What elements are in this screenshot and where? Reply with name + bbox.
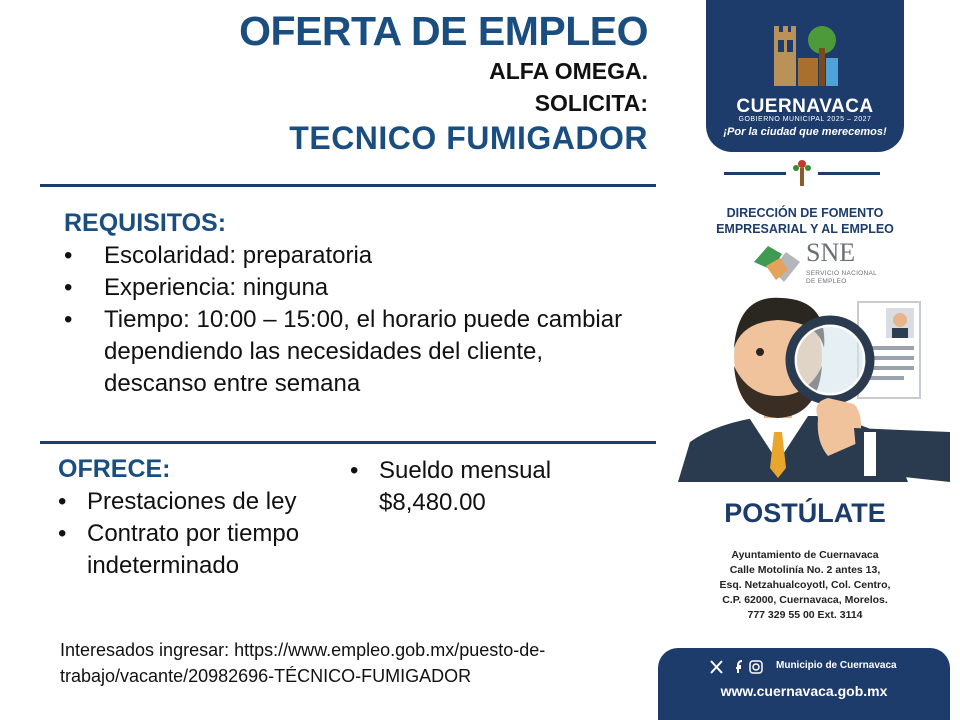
page-title: OFERTA DE EMPLEO — [239, 8, 648, 54]
x-icon[interactable] — [711, 661, 722, 673]
list-item: • Experiencia: ninguna — [64, 272, 624, 304]
list-item: • Prestaciones de ley — [58, 486, 338, 518]
list-item: • Contrato por tiempo indeterminado — [58, 518, 338, 582]
position-title: TECNICO FUMIGADOR — [289, 120, 648, 156]
address-line: C.P. 62000, Cuernavaca, Morelos. — [722, 594, 888, 606]
handshake-icon — [752, 240, 802, 286]
city-emblem-icon — [768, 18, 842, 92]
ornament-line-left — [724, 172, 786, 175]
ornament-line-right — [818, 172, 880, 175]
facebook-icon[interactable] — [736, 661, 742, 673]
website-link[interactable]: www.cuernavaca.gob.mx — [720, 683, 888, 699]
divider-top — [40, 184, 656, 187]
solicita-label: SOLICITA: — [534, 90, 648, 116]
sne-logo-text: SNE — [806, 238, 856, 267]
requirements-title: REQUISITOS: — [64, 209, 227, 237]
salary-section — [350, 455, 610, 519]
cuernavaca-logo-box — [706, 0, 904, 152]
direccion-line1: DIRECCIÓN DE FOMENTO — [726, 206, 884, 220]
requirements-list — [64, 240, 624, 400]
requirements-section — [64, 209, 624, 400]
salary-item: • Sueldo mensual $8,480.00 — [350, 455, 610, 519]
social-icons — [710, 660, 772, 674]
logo-city: CUERNAVACA — [736, 96, 874, 117]
address-line: Esq. Netzahualcoyotl, Col. Centro, — [719, 579, 891, 591]
tree-ornament-icon — [790, 158, 814, 188]
recruiter-illustration — [678, 292, 950, 482]
application-link[interactable]: Interesados ingresar: https://www.empleo.gob.mx/puesto-de-trabajo/vacante/20982696-TÉCNICO-FUMIGADOR — [60, 640, 546, 686]
instagram-icon[interactable] — [750, 661, 762, 673]
address-line: 777 329 55 00 Ext. 3114 — [747, 609, 863, 621]
sne-sub-line1: SERVICIO NACIONAL — [806, 270, 878, 277]
salary-list — [350, 455, 610, 519]
list-item: • Tiempo: 10:00 – 15:00, el horario puede cambiar dependiendo las necesidades del cliente, descanso entre semana — [64, 304, 624, 400]
address-line: Calle Motolinía No. 2 antes 13, — [729, 564, 881, 576]
divider-middle — [40, 441, 656, 444]
postulate-heading: POSTÚLATE — [724, 498, 886, 528]
address-line: Ayuntamiento de Cuernavaca — [731, 549, 879, 561]
offers-title: OFRECE: — [58, 455, 171, 483]
direccion-line2: EMPRESARIAL Y AL EMPLEO — [716, 222, 894, 236]
sne-sub-line2: DE EMPLEO — [806, 278, 847, 285]
logo-gob: GOBIERNO MUNICIPAL 2025 – 2027 — [738, 116, 872, 123]
direccion-heading — [696, 205, 914, 237]
sne-subtitle — [806, 270, 877, 286]
company-name: ALFA OMEGA. — [489, 58, 648, 84]
logo-slogan: ¡Por la ciudad que merecemos! — [723, 126, 887, 138]
list-item: • Escolaridad: preparatoria — [64, 240, 624, 272]
offers-section — [58, 455, 338, 582]
social-label: Municipio de Cuernavaca — [776, 660, 897, 671]
address-block — [680, 548, 930, 623]
offers-list — [58, 486, 338, 582]
